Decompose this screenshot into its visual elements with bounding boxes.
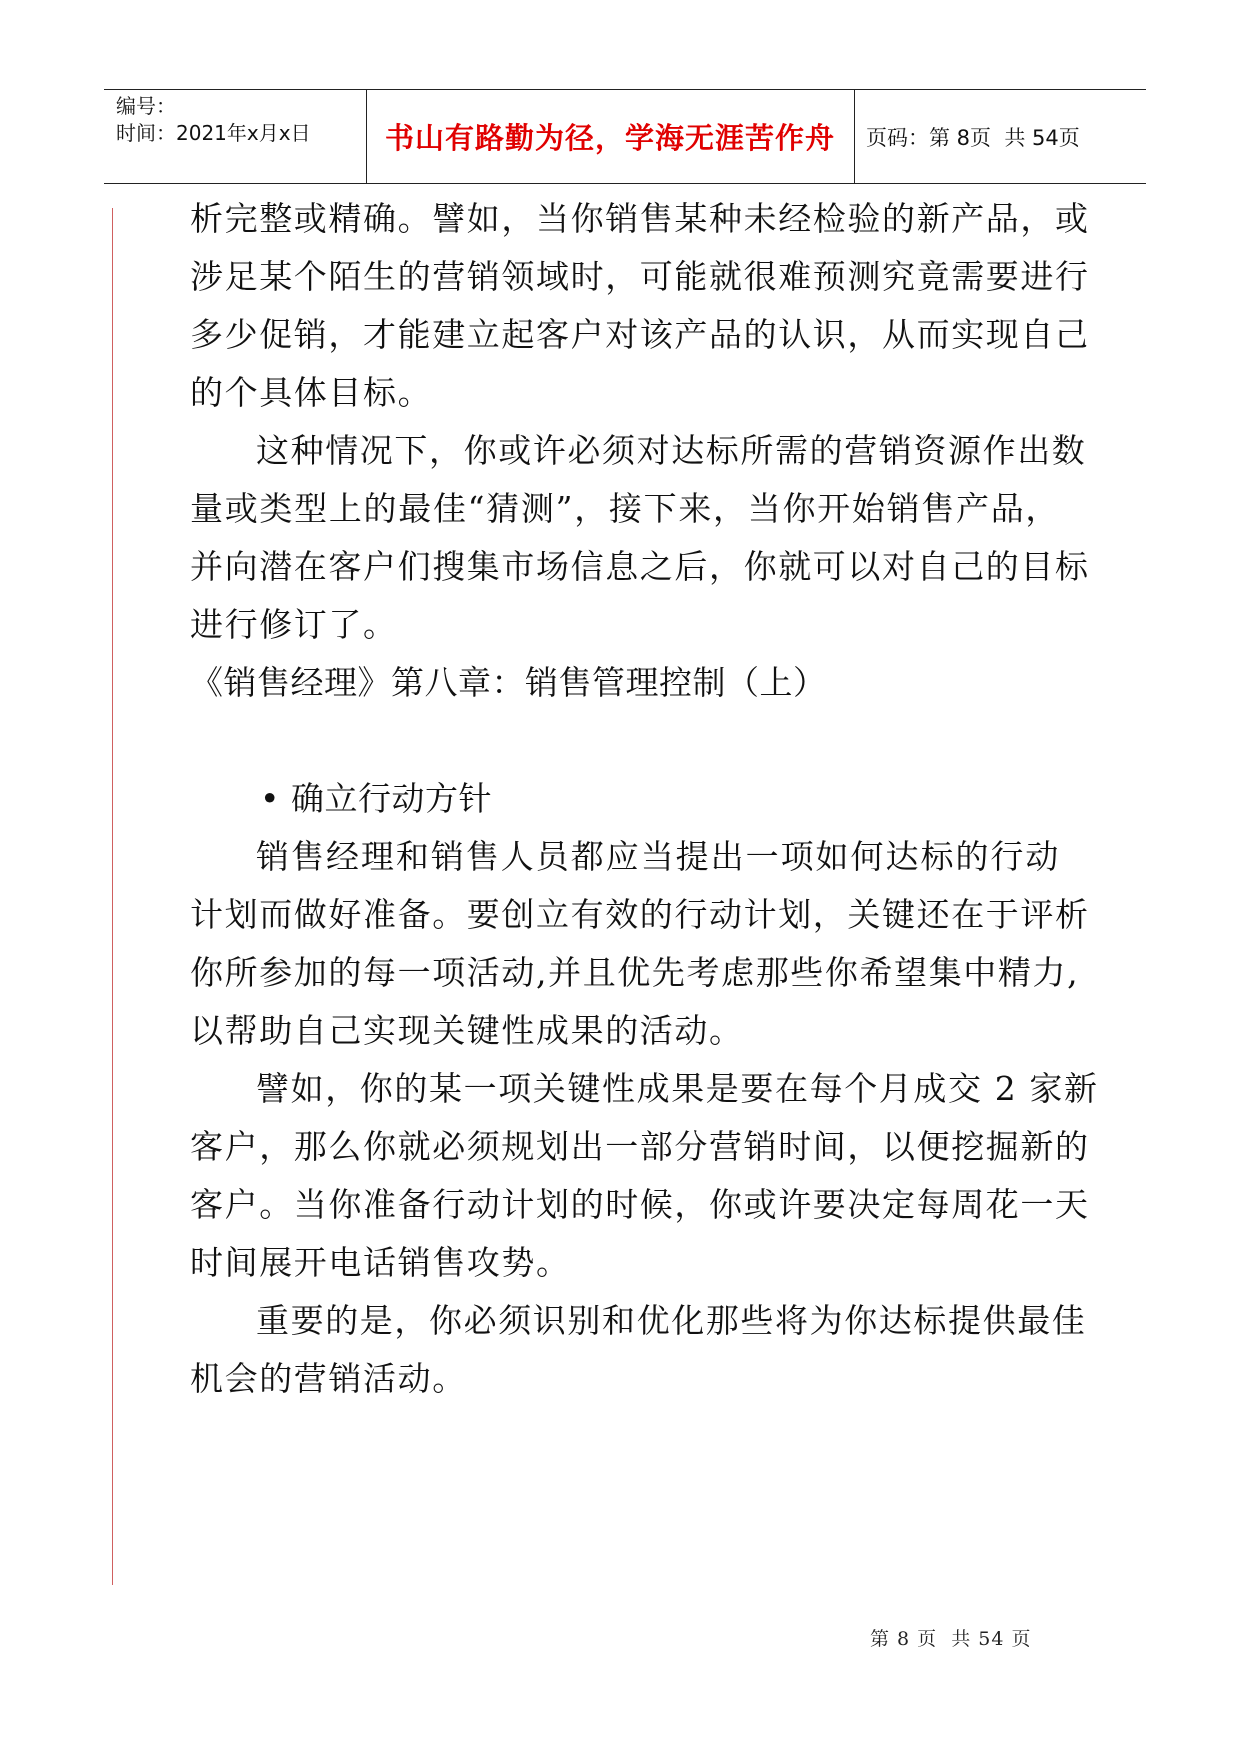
paragraph-line: 这种情况下，你或许必须对达标所需的营销资源作出数: [256, 431, 1087, 470]
paragraph-line: 进行修订了。: [190, 605, 398, 644]
paragraph-line: 涉足某个陌生的营销领域时，可能就很难预测究竟需要进行: [190, 257, 1090, 296]
paragraph-line: 你所参加的每一项活动,并且优先考虑那些你希望集中精力,: [190, 953, 1080, 992]
section-bullet-heading: • 确立行动方针: [260, 779, 492, 818]
paragraph-line: 销售经理和销售人员都应当提出一项如何达标的行动: [256, 837, 1060, 876]
page-header: [104, 89, 1146, 184]
header-page-indicator: [866, 90, 1080, 183]
paragraph-line: 多少促销，才能建立起客户对该产品的认识，从而实现自己: [190, 315, 1090, 354]
paragraph-line: 析完整或精确。譬如，当你销售某种未经检验的新产品，或: [190, 199, 1090, 238]
header-divider-right: [854, 90, 855, 183]
paragraph-line: 譬如，你的某一项关键性成果是要在每个月成交 2 家新: [256, 1069, 1099, 1108]
header-page-label: 页码：第 8页 共 54页: [866, 125, 1080, 150]
paragraph-line: 以帮助自己实现关键性成果的活动。: [190, 1011, 744, 1050]
paragraph-line: 的个具体目标。: [190, 373, 433, 412]
paragraph-line: 机会的营销活动。: [190, 1359, 467, 1398]
margin-rule: [112, 208, 113, 1585]
paragraph-line: 客户，那么你就必须规划出一部分营销时间，以便挖掘新的: [190, 1127, 1090, 1166]
paragraph-line: 并向潜在客户们搜集市场信息之后，你就可以对自己的目标: [190, 547, 1090, 586]
paragraph-line: 时间展开电话销售攻势。: [190, 1243, 571, 1282]
header-motto: 书山有路勤为径，学海无涯苦作舟: [384, 121, 835, 155]
paragraph-line: 计划而做好准备。要创立有效的行动计划，关键还在于评析: [190, 895, 1090, 934]
header-meta: [116, 93, 311, 147]
page-footer: 第 8 页 共 54 页: [870, 1628, 1032, 1650]
paragraph-line: 量或类型上的最佳“猜测”，接下来，当你开始销售产品，: [190, 489, 1060, 528]
paragraph-line: 客户。当你准备行动计划的时候，你或许要决定每周花一天: [190, 1185, 1090, 1224]
document-number-label: 编号：: [116, 94, 176, 118]
paragraph-line: 重要的是，你必须识别和优化那些将为你达标提供最佳: [256, 1301, 1087, 1340]
document-time-label: 时间：2021年x月x日: [116, 121, 311, 145]
chapter-heading: 《销售经理》第八章：销售管理控制（上）: [190, 663, 827, 702]
